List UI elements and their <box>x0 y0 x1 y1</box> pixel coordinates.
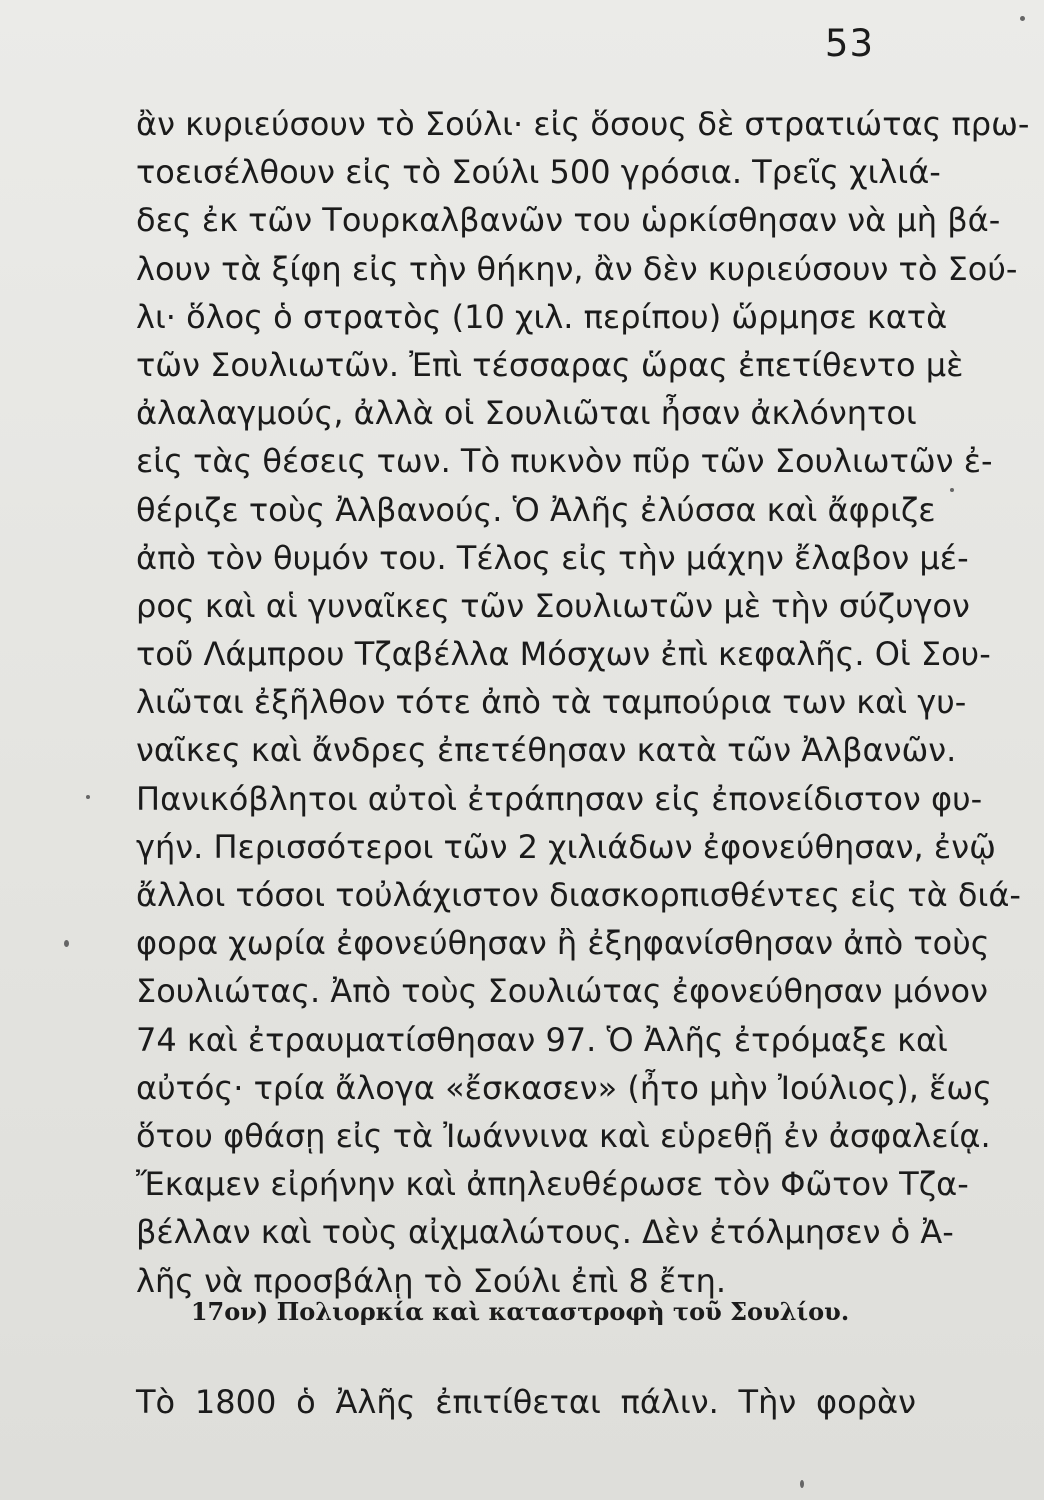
text-line: τῶν Σουλιωτῶν. Ἐπὶ τέσσαρας ὥρας ἐπετίθεντο μὲ <box>136 345 964 384</box>
text-line: ἂν κυριεύσουν τὸ Σούλι· εἰς ὅσους δὲ στρατιώτας πρω- <box>136 105 1030 143</box>
text-line: λι· ὅλος ὁ στρατὸς (10 χιλ. περίπου) ὥρμησε κατὰ <box>136 297 948 336</box>
print-speck <box>800 1480 804 1488</box>
text-line: ἀλαλαγμούς, ἀλλὰ οἱ Σουλιῶται ἦσαν ἀκλόνητοι <box>136 394 917 433</box>
print-speck <box>86 795 90 799</box>
text-line: ὅτου φθάσῃ εἰς τὰ Ἰωάννινα καὶ εὑρεθῇ ἐν ἀσφαλείᾳ. <box>136 1116 991 1155</box>
text-line: βέλλαν καὶ τοὺς αἰχμαλώτους. Δὲν ἐτόλμησεν ὁ Ἀ- <box>136 1213 954 1252</box>
text-line: Σουλιώτας. Ἀπὸ τοὺς Σουλιώτας ἐφονεύθησαν μόνον <box>136 972 988 1011</box>
text-line: ἄλλοι τόσοι τοὐλάχιστον διασκορπισθέντες εἰς τὰ διά- <box>136 876 1021 914</box>
text-line: ναῖκες καὶ ἄνδρες ἐπετέθησαν κατὰ τῶν Ἀλβανῶν. <box>136 731 957 770</box>
text-line: Πανικόβλητοι αὐτοὶ ἐτράπησαν εἰς ἐπονείδιστον φυ- <box>136 779 983 818</box>
text-line: γήν. Περισσότεροι τῶν 2 χιλιάδων ἐφονεύθησαν, ἐνῷ <box>136 827 996 866</box>
text-line: λουν τὰ ξίφη εἰς τὴν θήκην, ἂν δὲν κυριεύσουν τὸ Σού- <box>136 249 1018 288</box>
page-number: 53 <box>824 22 874 65</box>
text-line: τοεισέλθουν εἰς τὸ Σούλι 500 γρόσια. Τρεῖς χιλιά- <box>136 153 941 192</box>
text-line: Ἔκαμεν εἰρήνην καὶ ἀπηλευθέρωσε τὸν Φῶτον Τζα- <box>136 1165 969 1204</box>
section-heading: 17ον) Πολιορκία καὶ καταστροφὴ τοῦ Σουλίου. <box>190 1297 850 1326</box>
text-line: αὐτός· τρία ἄλογα «ἔσκασεν» (ἦτο μὴν Ἰούλιος), ἕως <box>136 1068 992 1107</box>
text-line: φορα χωρία ἐφονεύθησαν ἢ ἐξηφανίσθησαν ἀπὸ τοὺς <box>136 924 990 963</box>
text-line: ρος καὶ αἱ γυναῖκες τῶν Σουλιωτῶν μὲ τὴν σύζυγον <box>136 586 970 625</box>
text-line: λῆς νὰ προσβάλῃ τὸ Σούλι ἐπὶ 8 ἔτη. <box>136 1261 727 1300</box>
text-line: ἀπὸ τὸν θυμόν του. Τέλος εἰς τὴν μάχην ἔλαβον μέ- <box>136 538 969 577</box>
text-line: εἰς τὰς θέσεις των. Τὸ πυκνὸν πῦρ τῶν Σουλιωτῶν ἐ- <box>136 442 993 481</box>
text-line: τοῦ Λάμπρου Τζαβέλλα Μόσχων ἐπὶ κεφαλῆς. Οἱ Σου- <box>136 635 991 674</box>
text-line: δες ἐκ τῶν Τουρκαλβανῶν του ὡρκίσθησαν νὰ μὴ βά- <box>136 201 1001 240</box>
print-speck <box>1020 16 1025 21</box>
text-line: 74 καὶ ἐτραυματίσθησαν 97. Ὁ Ἀλῆς ἐτρόμαξε καὶ <box>136 1020 948 1059</box>
text-line: θέριζε τοὺς Ἀλβανούς. Ὁ Ἀλῆς ἐλύσσα καὶ ἄφριζε <box>136 490 936 529</box>
print-speck <box>64 940 69 947</box>
text-line-final: Τὸ 1800 ὁ Ἀλῆς ἐπιτίθεται πάλιν. Τὴν φορὰν <box>136 1383 916 1421</box>
body-text <box>136 100 1030 1305</box>
text-line: λιῶται ἐξῆλθον τότε ἀπὸ τὰ ταμπούρια των καὶ γυ- <box>136 683 967 722</box>
print-speck <box>950 488 954 492</box>
